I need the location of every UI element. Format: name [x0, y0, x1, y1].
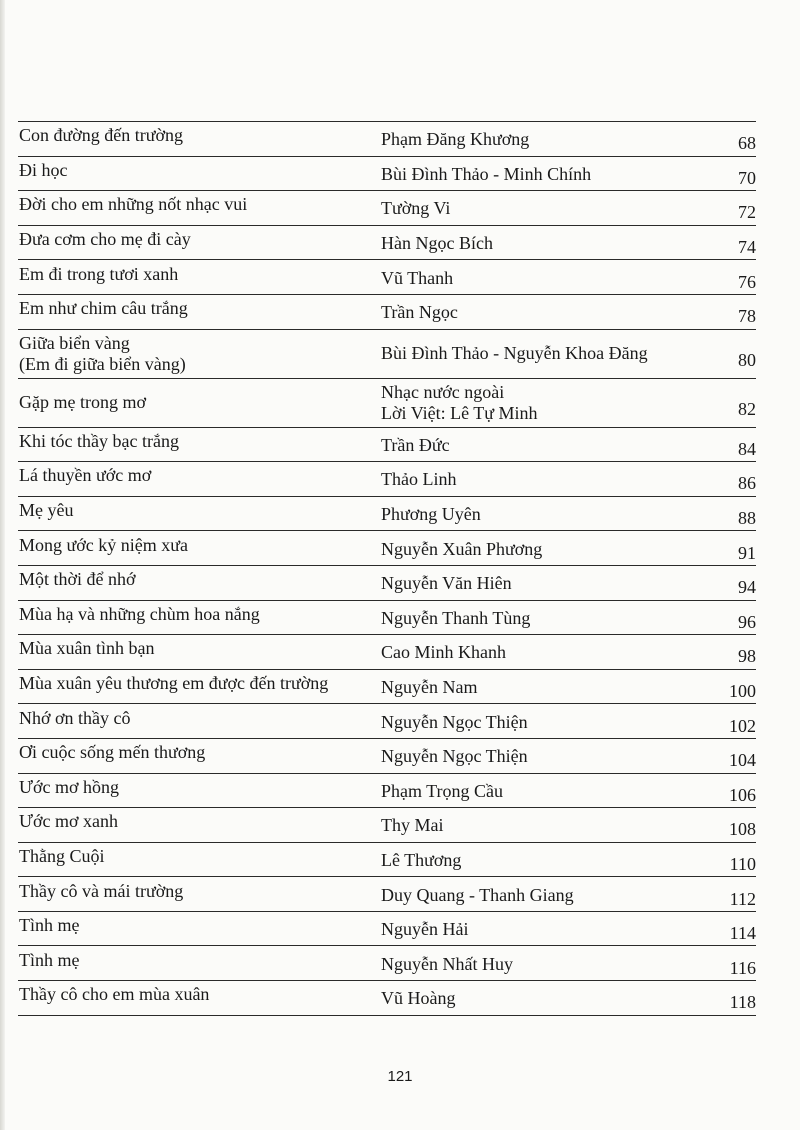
song-author	[381, 382, 696, 424]
song-title-line: Một thời để nhớ	[19, 569, 136, 590]
song-author-line: Lê Thương	[381, 849, 462, 870]
song-title	[18, 431, 381, 452]
song-title	[18, 846, 381, 867]
song-title	[18, 194, 381, 215]
song-page-number: 110	[729, 853, 756, 874]
song-author	[381, 164, 696, 185]
song-title	[18, 229, 381, 250]
song-author	[381, 954, 696, 975]
song-title-line: Ơi cuộc sống mến thương	[19, 742, 206, 763]
song-author-line: Vũ Hoàng	[381, 988, 456, 1009]
song-title-line: Tình mẹ	[19, 915, 80, 936]
song-page-number: 74	[738, 237, 756, 258]
song-title	[18, 500, 381, 521]
song-author-line: Thy Mai	[381, 815, 444, 836]
song-page-number: 96	[738, 611, 756, 632]
song-page-number: 70	[738, 167, 756, 188]
toc-row	[18, 330, 756, 379]
song-author-line: Nguyễn Ngọc Thiện	[381, 746, 528, 767]
song-page-number: 76	[738, 271, 756, 292]
page-number: 121	[387, 1068, 413, 1085]
song-title	[18, 881, 381, 902]
song-title	[18, 673, 381, 694]
song-title-line: Gặp mẹ trong mơ	[19, 392, 146, 413]
toc-row	[18, 912, 756, 947]
song-page-number: 112	[729, 888, 756, 909]
song-title	[18, 392, 381, 413]
song-author-line: Bùi Đình Thảo - Nguyễn Khoa Đăng	[381, 343, 648, 364]
song-author	[381, 504, 696, 525]
song-author	[381, 469, 696, 490]
song-title-line: Giữa biển vàng	[19, 332, 130, 353]
song-author	[381, 712, 696, 733]
table-of-contents	[18, 121, 756, 1016]
song-author-line: Phạm Đăng Khương	[381, 129, 530, 150]
song-author	[381, 435, 696, 456]
song-title	[18, 298, 381, 319]
song-author	[381, 919, 696, 940]
song-author	[381, 233, 696, 254]
song-title-line: Mùa xuân tình bạn	[19, 638, 155, 659]
song-author	[381, 815, 696, 836]
toc-row	[18, 260, 756, 295]
toc-row	[18, 981, 756, 1016]
song-page-number: 80	[738, 350, 756, 371]
toc-row	[18, 379, 756, 428]
toc-row	[18, 226, 756, 261]
toc-row	[18, 157, 756, 192]
toc-row	[18, 566, 756, 601]
song-title	[18, 811, 381, 832]
song-title	[18, 465, 381, 486]
song-title-line: Đưa cơm cho mẹ đi cày	[19, 229, 191, 250]
song-author	[381, 343, 696, 364]
song-author-line: Trần Ngọc	[381, 302, 458, 323]
song-page-number: 108	[729, 819, 756, 840]
song-page-number: 84	[738, 438, 756, 459]
song-title-line: Đời cho em những nốt nhạc vui	[19, 194, 248, 215]
song-author	[381, 302, 696, 323]
song-title	[18, 915, 381, 936]
toc-row	[18, 601, 756, 636]
song-title-line: Mẹ yêu	[19, 500, 74, 521]
song-title	[18, 638, 381, 659]
song-title-line: Đi học	[19, 159, 68, 180]
song-author-line: Cao Minh Khanh	[381, 642, 506, 663]
song-title-line: Con đường đến trường	[19, 125, 184, 146]
toc-row	[18, 704, 756, 739]
toc-row	[18, 295, 756, 330]
song-title-line: Tình mẹ	[19, 949, 80, 970]
toc-row	[18, 739, 756, 774]
song-title	[18, 160, 381, 181]
song-page-number: 72	[738, 202, 756, 223]
page-edge-shadow	[0, 0, 5, 1130]
song-title-line: Mùa xuân yêu thương em được đến trường	[19, 673, 329, 694]
song-author-line: Phạm Trọng Cầu	[381, 780, 504, 801]
song-page-number: 91	[738, 542, 756, 563]
song-title-line: Thằng Cuội	[19, 845, 105, 866]
song-author-line: Thảo Linh	[381, 469, 457, 490]
song-author	[381, 988, 696, 1009]
song-author	[381, 885, 696, 906]
song-author-line: Nhạc nước ngoài	[381, 381, 505, 402]
song-title	[18, 708, 381, 729]
song-author-line: Tường Vi	[381, 198, 451, 219]
song-title	[18, 984, 381, 1005]
song-page-number: 86	[738, 473, 756, 494]
song-title-line: Mùa hạ và những chùm hoa nắng	[19, 603, 260, 624]
song-title-line: Mong ước kỷ niệm xưa	[19, 534, 189, 555]
song-page-number: 78	[738, 306, 756, 327]
song-page-number: 88	[738, 508, 756, 529]
toc-row	[18, 670, 756, 705]
song-title-line: Lá thuyền ước mơ	[19, 465, 152, 486]
song-author-line: Bùi Đình Thảo - Minh Chính	[381, 163, 592, 184]
song-author-line: Nguyễn Nam	[381, 677, 478, 698]
song-page-number: 94	[738, 577, 756, 598]
song-author-line: Nguyễn Văn Hiên	[381, 573, 512, 594]
song-page-number: 98	[738, 646, 756, 667]
song-author	[381, 539, 696, 560]
song-author	[381, 129, 696, 150]
song-title-line: Nhớ ơn thầy cô	[19, 707, 131, 728]
toc-row	[18, 774, 756, 809]
toc-row	[18, 877, 756, 912]
song-author	[381, 268, 696, 289]
song-title-line: Thầy cô cho em mùa xuân	[19, 984, 210, 1005]
song-title	[18, 264, 381, 285]
toc-row	[18, 946, 756, 981]
song-author	[381, 746, 696, 767]
song-title-line: (Em đi giữa biển vàng)	[19, 353, 186, 374]
toc-row	[18, 843, 756, 878]
song-author-line: Hàn Ngọc Bích	[381, 233, 493, 254]
song-title	[18, 777, 381, 798]
song-author-line: Vũ Thanh	[381, 267, 454, 288]
song-author	[381, 677, 696, 698]
toc-row	[18, 428, 756, 463]
song-title	[18, 125, 381, 146]
song-title	[18, 742, 381, 763]
song-title	[18, 535, 381, 556]
song-page-number: 82	[738, 399, 756, 420]
song-author-line: Nguyễn Nhất Huy	[381, 953, 513, 974]
song-title-line: Em đi trong tươi xanh	[19, 263, 179, 284]
song-page-number: 100	[729, 681, 756, 702]
song-page-number: 118	[729, 992, 756, 1013]
song-title-line: Ước mơ xanh	[19, 811, 118, 832]
song-author-line: Lời Việt: Lê Tự Minh	[381, 402, 538, 423]
toc-row	[18, 808, 756, 843]
song-page-number: 114	[729, 923, 756, 944]
song-title-line: Ước mơ hồng	[19, 776, 119, 797]
song-title	[18, 333, 381, 375]
song-title-line: Em như chim câu trắng	[19, 298, 188, 319]
song-author-line: Nguyễn Xuân Phương	[381, 538, 543, 559]
toc-row	[18, 462, 756, 497]
song-title	[18, 604, 381, 625]
song-author-line: Nguyễn Hải	[381, 919, 469, 940]
song-author-line: Nguyễn Thanh Tùng	[381, 607, 531, 628]
toc-row	[18, 531, 756, 566]
song-author	[381, 850, 696, 871]
song-page-number: 106	[729, 784, 756, 805]
song-author-line: Nguyễn Ngọc Thiện	[381, 711, 528, 732]
song-title	[18, 950, 381, 971]
toc-row	[18, 122, 756, 157]
song-title	[18, 569, 381, 590]
song-title-line: Thầy cô và mái trường	[19, 880, 184, 901]
toc-row	[18, 497, 756, 532]
song-author	[381, 642, 696, 663]
song-author	[381, 573, 696, 594]
toc-row	[18, 635, 756, 670]
song-page-number: 102	[729, 715, 756, 736]
song-page-number: 68	[738, 133, 756, 154]
song-author	[381, 608, 696, 629]
toc-row	[18, 191, 756, 226]
song-author-line: Duy Quang - Thanh Giang	[381, 884, 574, 905]
song-author	[381, 198, 696, 219]
song-author	[381, 781, 696, 802]
song-author-line: Phương Uyên	[381, 504, 481, 525]
song-author-line: Trần Đức	[381, 434, 450, 455]
song-title-line: Khi tóc thầy bạc trắng	[19, 430, 179, 451]
song-page-number: 104	[729, 750, 756, 771]
song-page-number: 116	[729, 957, 756, 978]
